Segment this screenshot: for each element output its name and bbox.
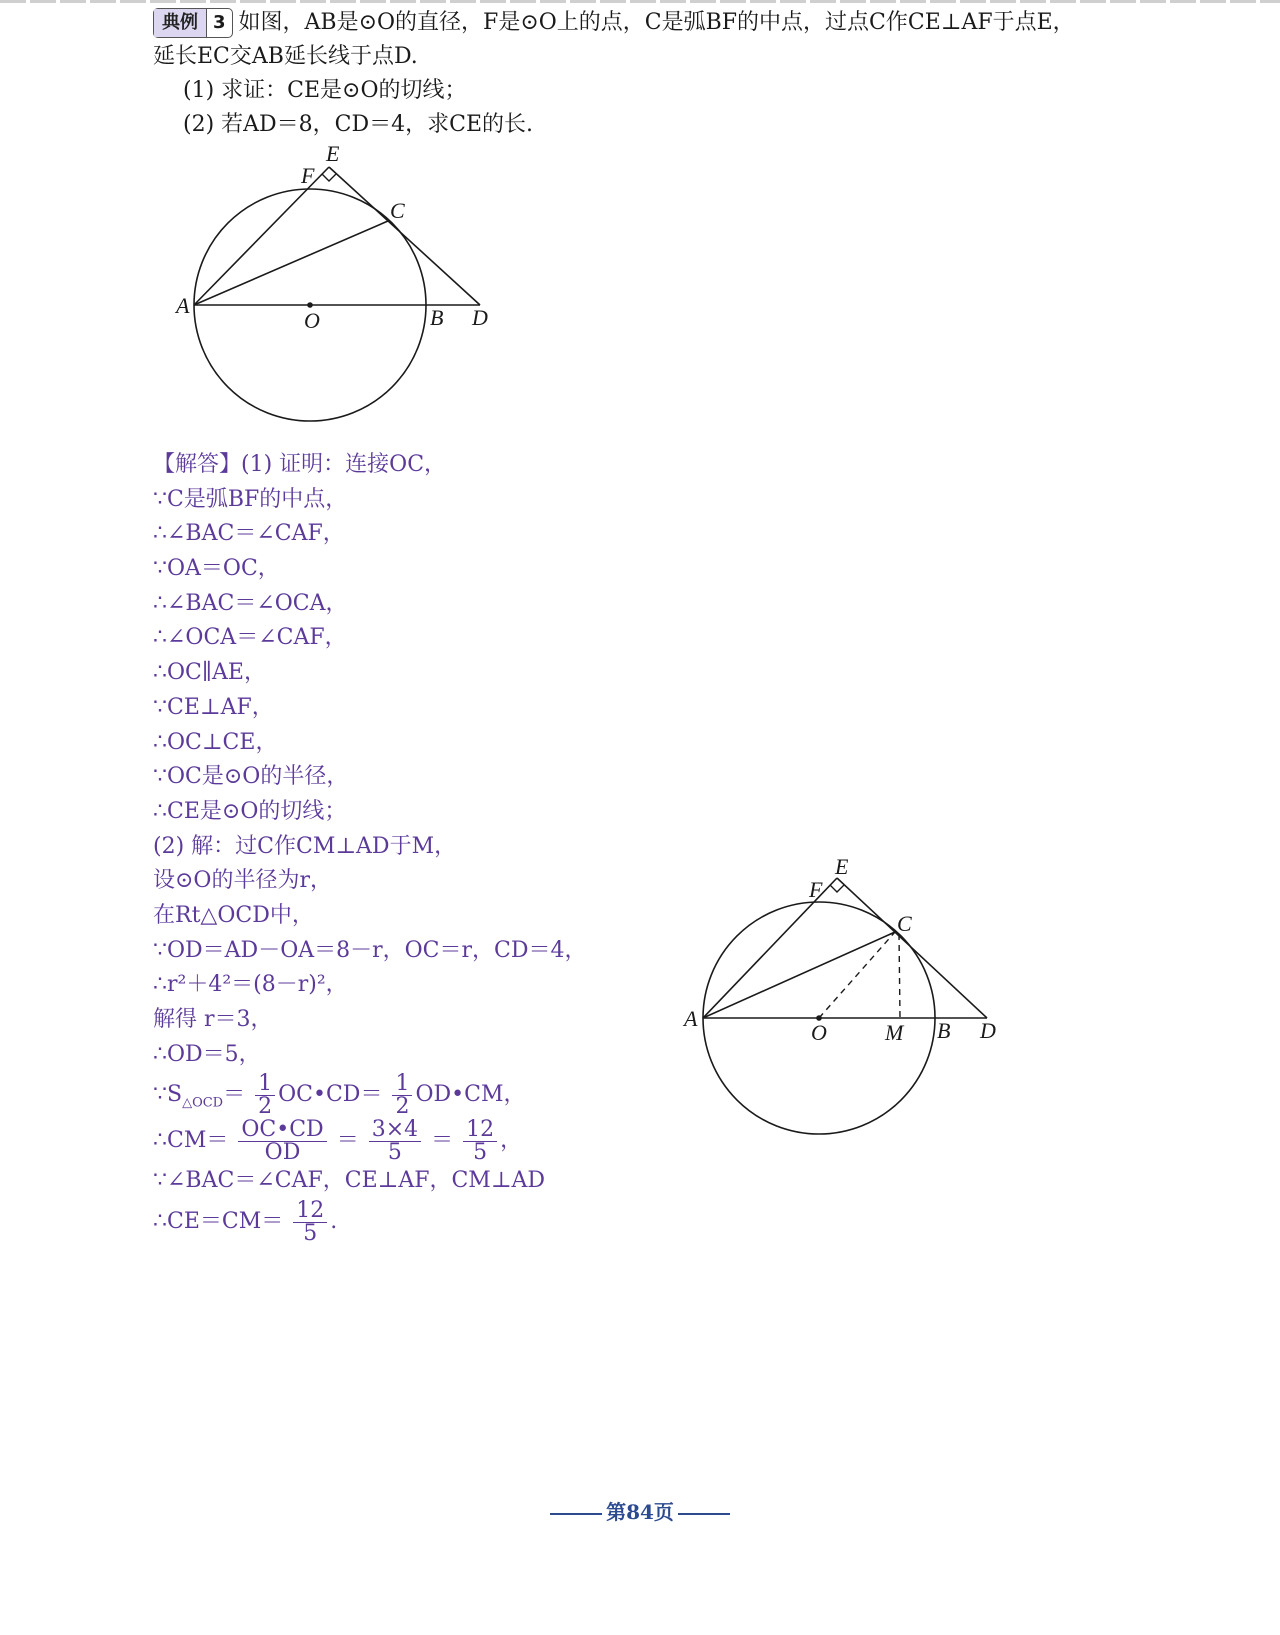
page-footer [0,1496,1280,1525]
solution-ce-line [153,1199,713,1245]
label-c: C [390,198,405,223]
problem-statement [153,6,1143,142]
solution-cm-line [153,1118,713,1164]
solution-line: ∴r²＋4²＝(8－r)²， [153,972,348,998]
solution-line: ∵OD＝AD－OA＝8－r，OC＝r，CD＝4， [153,937,587,963]
cm-prefix: ∴CM＝ [153,1128,229,1154]
half-den-2: 2 [395,1093,410,1119]
solution-line: 设⊙O的半径为r， [153,868,332,894]
half-num-1: 1 [255,1073,275,1096]
problem-part-2: (2) 若AD＝8，CD＝4，求CE的长. [183,112,534,137]
area-subscript: △OCD [182,1095,224,1111]
label-o-2: O [811,1020,827,1045]
problem-part-1: (1) 求证：CE是⊙O的切线； [183,78,467,103]
problem-line-2: 延长EC交AB延长线于点D. [153,44,418,69]
example-badge-number: 3 [206,9,232,37]
solution-line: ∵OC是⊙O的半径， [153,764,349,790]
example-badge [153,8,233,38]
label-a-2: A [684,1006,698,1031]
problem-line-1 [153,6,1143,40]
line-ac [194,221,388,305]
ce-prefix: ∴CE＝CM＝ [153,1209,284,1235]
solution-line: ∴OD＝5， [153,1041,261,1067]
label-f-2: F [809,877,823,902]
ce-end: . [330,1209,338,1235]
geometry-figure-1 [175,141,515,430]
solution-angle-line: ∵∠BAC＝∠CAF，CE⊥AF，CM⊥AD [153,1168,546,1194]
cm-end: ， [500,1128,523,1154]
cm-den-2: 5 [387,1139,402,1165]
fraction-cm-2 [369,1116,421,1165]
half-num-2: 1 [392,1073,412,1096]
label-c-2: C [897,911,912,936]
problem-text-1: 如图，AB是⊙O的直径，F是⊙O上的点，C是弧BF的中点，过点C作CE⊥AF于点E， [238,10,1075,35]
cm-num-3: 12 [463,1119,497,1142]
line-ac-2 [703,932,895,1018]
label-e-2: E [835,854,849,879]
solution-line: ∵C是弧BF的中点， [153,486,348,512]
solution-line: 在Rt△OCD中， [153,902,314,928]
right-angle-mark-2 [830,885,844,892]
area-prefix: ∵S [153,1082,183,1108]
half-den-1: 2 [258,1093,273,1119]
solution-line: ∴∠BAC＝∠CAF， [153,521,345,547]
cm-eq-1: ＝ [336,1128,359,1154]
fraction-ce [293,1197,327,1246]
center-point [307,302,313,308]
cm-num-1: OC•CD [238,1119,326,1142]
cm-den-1: OD [264,1139,301,1165]
area-eq: ＝ [223,1082,246,1108]
dashed-oc [819,932,895,1018]
solution-line: ∴∠OCA＝∠CAF， [153,625,347,651]
label-a: A [176,293,190,318]
label-m-2: M [885,1020,904,1045]
geometry-figure-2 [684,850,1035,1140]
solution-line: (2) 解：过C作CM⊥AD于M， [153,833,457,859]
right-angle-mark [322,174,336,181]
top-border-strip [0,0,1280,3]
cm-den-3: 5 [473,1139,488,1165]
solution-lines [153,448,713,1072]
dashed-cm [899,934,900,1018]
solution-line: 【解答】(1) 证明：连接OC， [153,452,447,477]
label-b: B [430,305,444,330]
solution-line: ∴∠BAC＝∠OCA， [153,590,348,616]
solution-line: ∴OC∥AE， [153,660,266,686]
ce-num: 12 [293,1200,327,1223]
area-mid: OC•CD＝ [278,1082,383,1108]
area-end: OD•CM， [415,1082,526,1108]
label-b-2: B [937,1018,951,1043]
cm-eq-2: ＝ [431,1128,454,1154]
solution-line: 解得 r＝3， [153,1007,273,1032]
solution-line: ∵CE⊥AF， [153,694,274,720]
footer-dash-left [550,1513,602,1515]
fraction-half-1 [255,1070,275,1119]
label-o: O [304,308,320,333]
fraction-half-2 [392,1070,412,1119]
label-e: E [326,141,340,166]
solution-line: ∵OA＝OC， [153,556,280,582]
label-d: D [472,305,488,330]
page-number: 第84页 [606,1500,674,1524]
fraction-cm-3 [463,1116,497,1165]
cm-num-2: 3×4 [369,1119,421,1142]
solution-area-line [153,1072,713,1118]
footer-dash-right [678,1513,730,1515]
label-d-2: D [980,1018,996,1043]
solution-line: ∴OC⊥CE， [153,729,278,755]
label-f: F [301,163,315,188]
ce-den: 5 [303,1220,318,1246]
example-badge-label: 典例 [154,9,206,37]
solution-line: ∴CE是⊙O的切线； [153,798,347,824]
fraction-cm-1 [238,1116,326,1165]
solution-block [153,448,713,1245]
